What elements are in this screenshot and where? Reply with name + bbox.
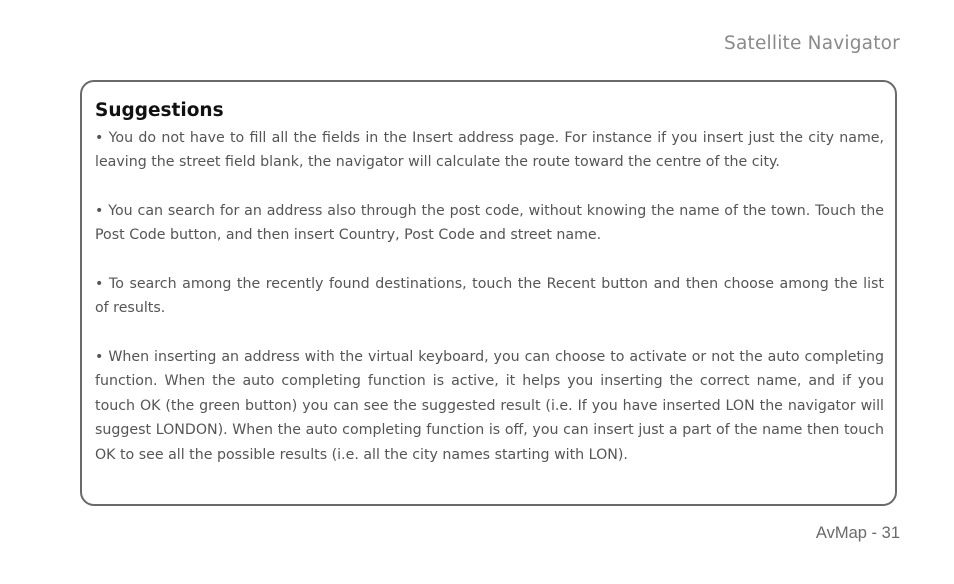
page-header-title: Satellite Navigator [724, 33, 900, 54]
suggestion-paragraph: • To search among the recently found destinations, touch the Recent button and then choose among the list of results. [95, 276, 884, 317]
page-footer: AvMap - 31 [815, 524, 900, 542]
section-title: Suggestions [95, 100, 224, 121]
suggestion-paragraph: • When inserting an address with the virtual keyboard, you can choose to activate or not the auto completing function. When the auto completing function is active, it helps you inserting the correct name, and if you touch OK (the green button) you can see the suggested result (i.e. If you have inserted LON the navigator will suggest LONDON). When the auto completing function is off, you can insert just a part of the name then touch OK to see all the possible results (i.e. all the city names starting with LON). [95, 349, 884, 463]
suggestion-paragraph: • You can search for an address also through the post code, without knowing the name of the town. Touch the Post Code button, and then insert Country, Post Code and street name. [95, 203, 884, 244]
suggestion-paragraph: • You do not have to fill all the fields in the Insert address page. For instance if you insert just the city name, leaving the street field blank, the navigator will calculate the route toward the centre of the city. [95, 130, 884, 171]
